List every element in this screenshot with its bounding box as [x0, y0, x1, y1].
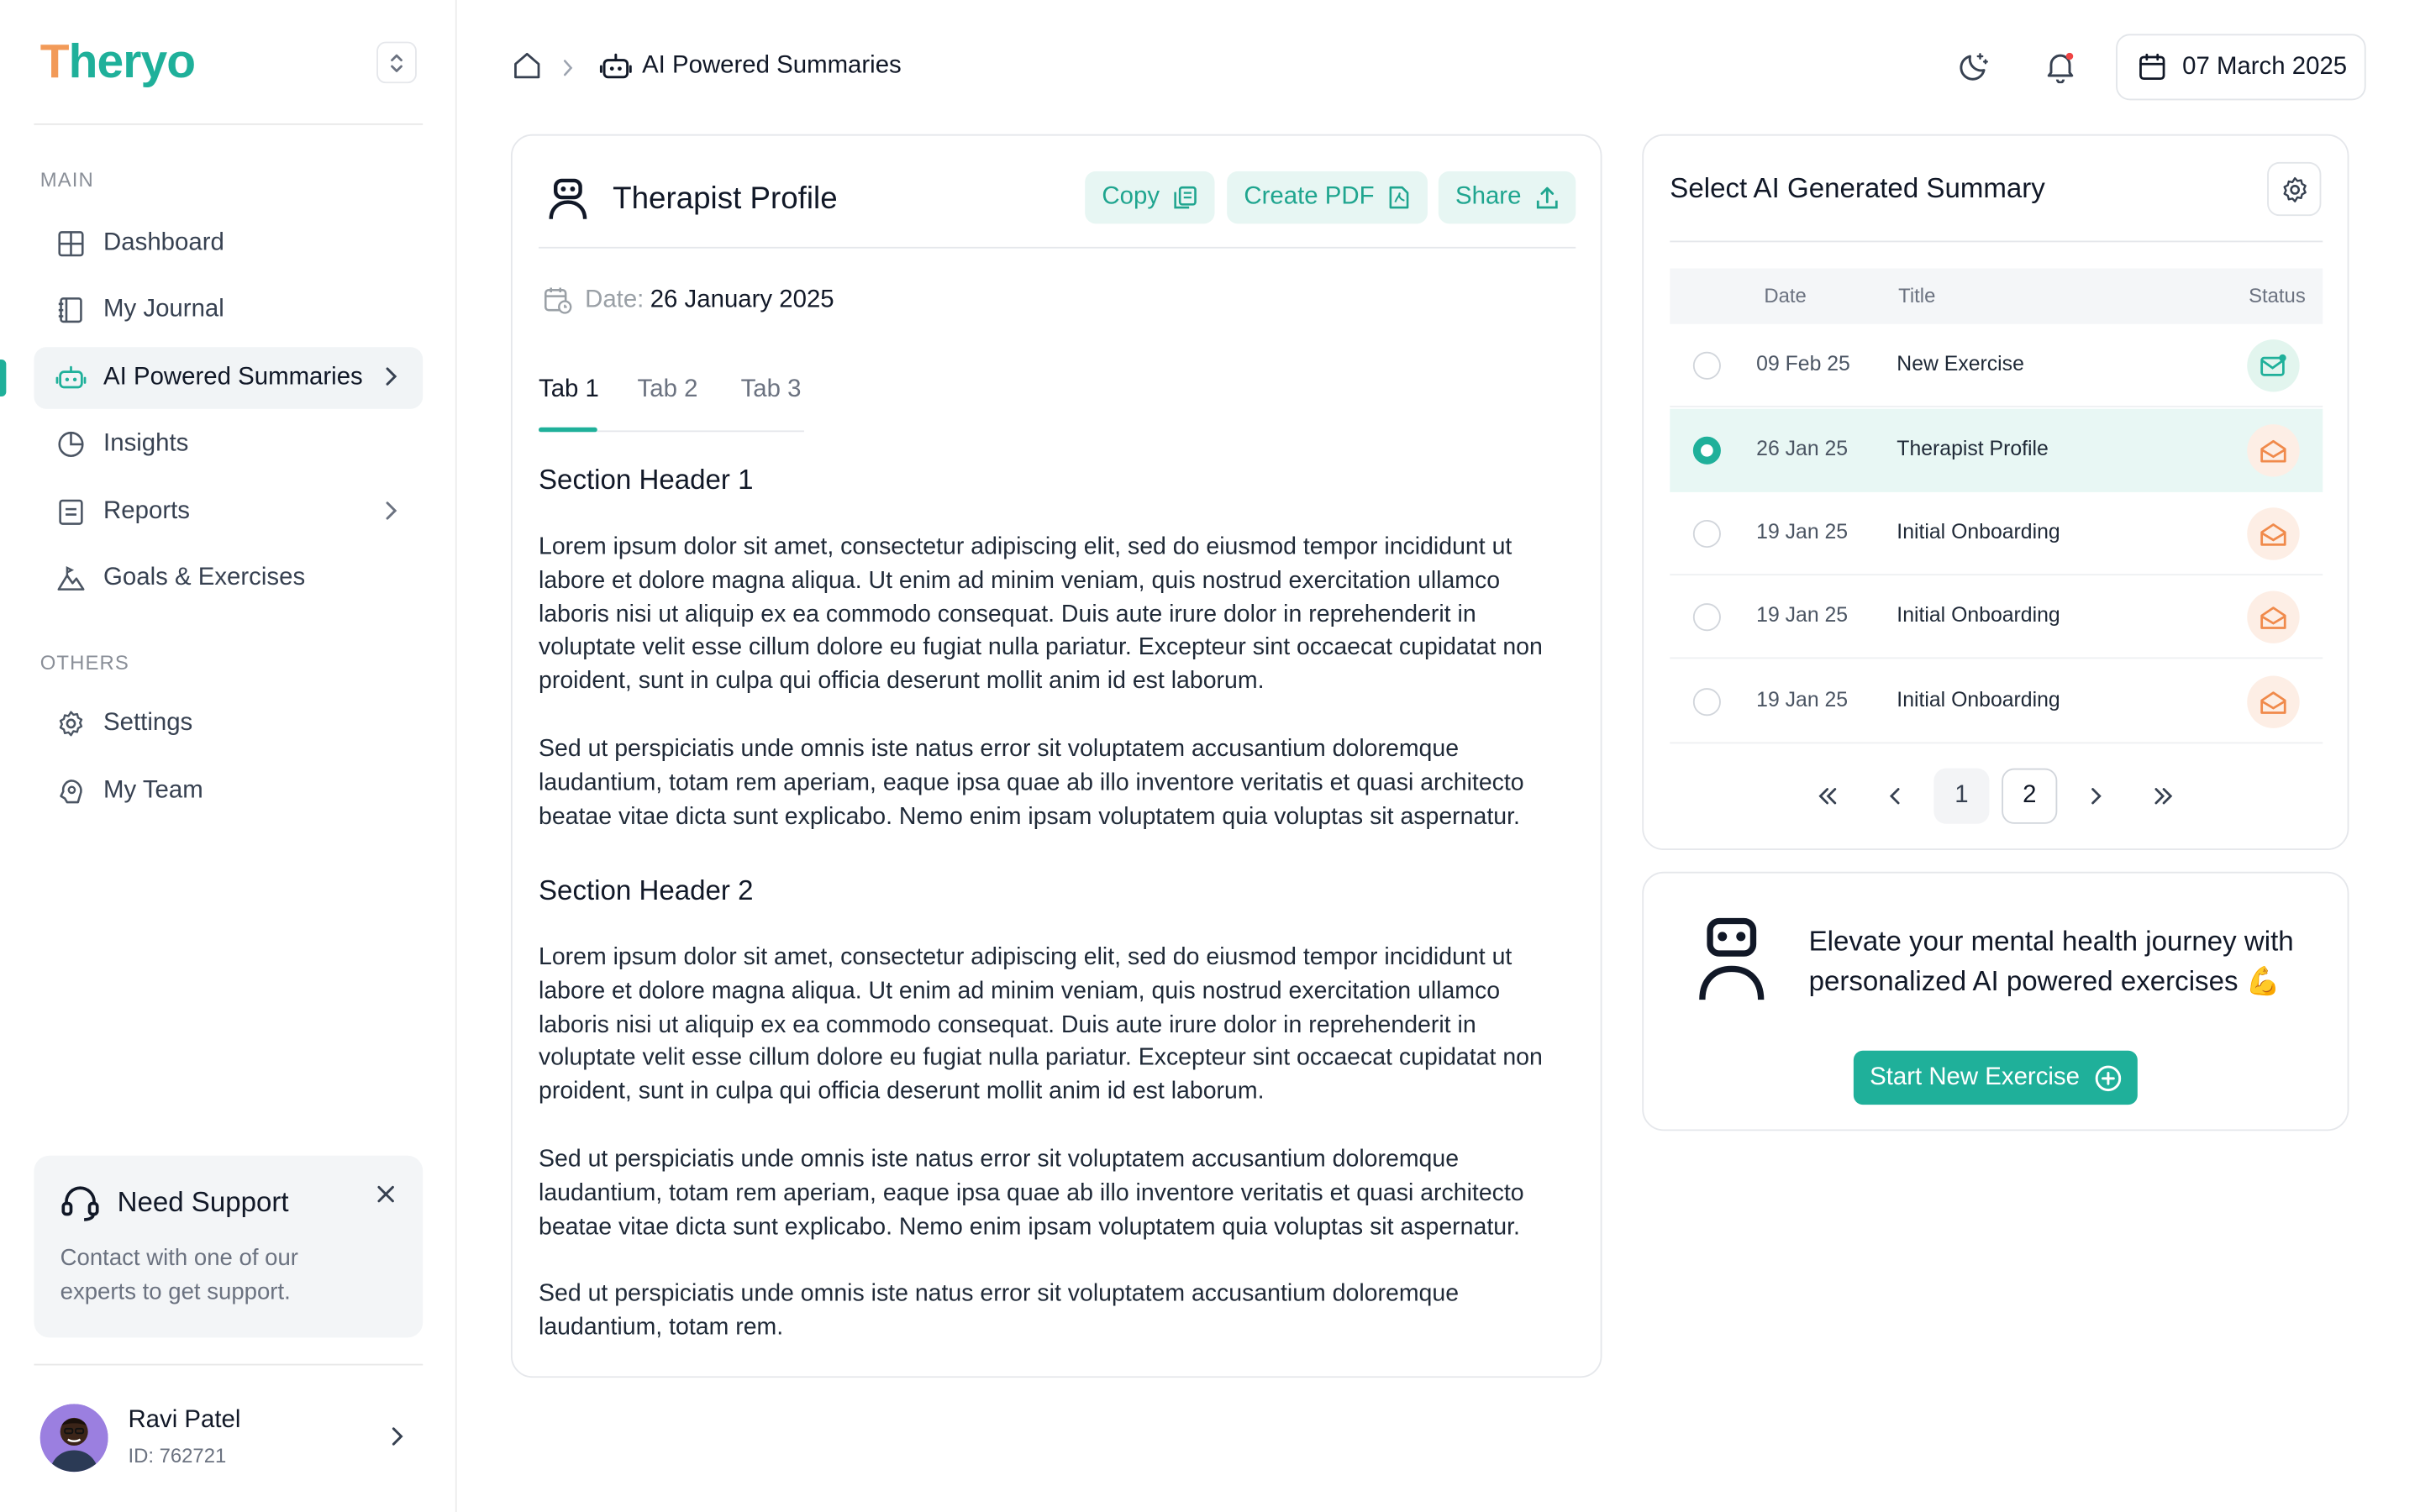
page-title: Therapist Profile — [613, 181, 838, 217]
paragraph: Sed ut perspiciatis unde omnis iste natus error sit voluptatem accusantium doloremque laudantium, totam rem aperiam, eaque ipsa quae ab illo inventore veritatis et quasi architecto beatae vitae dicta sunt explicabo. Nemo enim ipsam voluptatem quia voluptas sit aspernatur. — [539, 1146, 1524, 1240]
first-page-icon[interactable] — [1800, 769, 1855, 824]
dark-mode-toggle-icon[interactable] — [1957, 50, 1991, 92]
start-new-exercise-label: Start New Exercise — [1870, 1063, 2080, 1090]
robot-icon — [55, 363, 87, 394]
sidebar-item-label: Dashboard — [103, 229, 224, 256]
calendar-icon — [2138, 52, 2167, 81]
mountain-icon — [55, 563, 87, 594]
summary-detail-card — [511, 134, 1602, 1378]
robot-avatar-icon — [1697, 916, 1767, 1011]
active-indicator — [0, 360, 6, 396]
close-icon[interactable] — [376, 1184, 395, 1211]
row-title: New Exercise — [1897, 351, 2024, 375]
sidebar-divider — [34, 1364, 423, 1366]
date-label: Date: — [585, 286, 644, 312]
sidebar-item-label: AI Powered Summaries — [103, 364, 363, 391]
avatar — [40, 1404, 108, 1472]
row-title: Initial Onboarding — [1897, 688, 2060, 711]
current-date: 07 March 2025 — [2182, 53, 2348, 80]
chevron-right-icon — [389, 1425, 404, 1455]
row-radio[interactable] — [1693, 520, 1721, 548]
copy-icon — [1174, 185, 1198, 209]
sidebar-item-my-journal[interactable] — [34, 279, 423, 340]
row-date: 19 Jan 25 — [1756, 688, 1849, 711]
sidebar-item-label: My Journal — [103, 296, 224, 323]
tab-bar — [539, 360, 804, 432]
tab-3[interactable]: Tab 3 — [740, 376, 802, 403]
breadcrumb-current: AI Powered Summaries — [642, 52, 902, 79]
row-date: 19 Jan 25 — [1756, 519, 1849, 543]
row-radio[interactable] — [1693, 352, 1721, 380]
page-2-button[interactable]: 2 — [2002, 769, 2057, 824]
journal-icon — [55, 295, 87, 326]
upload-icon — [1535, 185, 1559, 209]
sidebar-item-goals[interactable] — [34, 548, 423, 609]
support-title: Need Support — [117, 1186, 289, 1218]
date-picker-button[interactable] — [2116, 34, 2366, 100]
robot-icon — [599, 51, 633, 90]
sidebar-item-label: Insights — [103, 430, 189, 457]
paragraph: Sed ut perspiciatis unde omnis iste natus error sit voluptatem accusantium doloremque laudantium, totam rem. — [539, 1280, 1460, 1341]
list-settings-button[interactable] — [2267, 162, 2321, 216]
user-name: Ravi Patel — [128, 1407, 241, 1434]
sidebar-divider — [34, 123, 423, 125]
row-title: Therapist Profile — [1897, 436, 2049, 460]
sidebar-item-label: Reports — [103, 498, 190, 525]
bell-icon[interactable] — [2044, 50, 2077, 92]
mail-open-icon — [2247, 591, 2299, 643]
share-button-label: Share — [1455, 183, 1522, 210]
summary-date — [544, 286, 834, 315]
section-label-others: OTHERS — [39, 651, 129, 675]
pagination — [1644, 769, 2350, 824]
gear-icon — [2281, 175, 2308, 202]
pie-chart-icon — [55, 429, 87, 460]
create-pdf-button[interactable] — [1227, 171, 1428, 223]
column-header-title: Title — [1898, 283, 1936, 307]
card-divider — [539, 247, 1576, 249]
paragraph: Lorem ipsum dolor sit amet, consectetur adipiscing elit, sed do eiusmod tempor incididunt ut labore et dolore magna aliqua. Ut enim ad minim veniam, quis nostrud exercitation ullamco laboris nisi ut aliquip ex ea commodo consequat. Duis aute irure dolor in reprehenderit in voluptate velit esse cillum dolore eu fugiat nulla pariatur. Excepteur sint occaecat cupidatat non proident, sunt in culpa qui officia deserunt mollit anim id est laborum. — [539, 944, 1543, 1105]
share-button[interactable] — [1439, 171, 1576, 223]
page-1-button[interactable]: 1 — [1933, 769, 1989, 824]
sidebar — [0, 0, 457, 1512]
mail-open-icon — [2247, 424, 2299, 476]
logo: Theryo — [39, 34, 196, 88]
exercise-promo-card — [1642, 872, 2349, 1131]
user-profile[interactable] — [40, 1404, 424, 1472]
promo-text: Elevate your mental health journey with personalized AI powered exercises 💪 — [1808, 926, 2294, 997]
table-row-selected[interactable] — [1670, 409, 2323, 492]
row-title: Initial Onboarding — [1897, 603, 2060, 627]
section-header-1: Section Header 1 — [539, 464, 754, 496]
chevron-right-icon — [383, 500, 398, 529]
row-radio[interactable] — [1693, 437, 1721, 465]
active-tab-indicator — [539, 428, 597, 433]
column-header-status: Status — [2249, 283, 2306, 307]
grid-icon — [55, 228, 87, 260]
last-page-icon[interactable] — [2136, 769, 2191, 824]
sidebar-item-my-team[interactable] — [34, 760, 423, 822]
table-header — [1670, 269, 2323, 324]
sidebar-item-label: Settings — [103, 709, 193, 737]
start-new-exercise-button[interactable] — [1854, 1051, 2138, 1105]
headset-icon — [60, 1185, 101, 1230]
row-date: 26 Jan 25 — [1756, 436, 1849, 460]
section-header-2: Section Header 2 — [539, 874, 754, 906]
mail-unread-icon — [2247, 339, 2299, 391]
sidebar-item-label: Goals & Exercises — [103, 564, 306, 591]
card-divider — [1670, 241, 2323, 243]
table-row[interactable] — [1670, 575, 2323, 659]
mail-open-icon — [2247, 675, 2299, 727]
row-date: 09 Feb 25 — [1756, 351, 1850, 375]
support-text: Contact with one of our experts to get support. — [60, 1245, 298, 1305]
column-header-date: Date — [1764, 283, 1807, 307]
plus-circle-icon — [2094, 1063, 2122, 1091]
gear-icon — [55, 708, 87, 739]
row-radio[interactable] — [1693, 603, 1721, 631]
row-title: Initial Onboarding — [1897, 519, 2060, 543]
mail-open-icon — [2247, 507, 2299, 559]
copy-button-label: Copy — [1102, 183, 1160, 210]
sidebar-item-reports[interactable] — [34, 481, 423, 543]
sidebar-item-insights[interactable] — [34, 413, 423, 475]
table-row[interactable] — [1670, 660, 2323, 743]
date-value: 26 January 2025 — [650, 286, 834, 312]
tab-2[interactable]: Tab 2 — [637, 376, 698, 403]
user-id: ID: 762721 — [128, 1444, 227, 1467]
summary-list-title: Select AI Generated Summary — [1670, 172, 2045, 204]
create-pdf-button-label: Create PDF — [1244, 183, 1375, 210]
report-icon — [55, 496, 87, 528]
row-date: 19 Jan 25 — [1756, 603, 1849, 627]
calendar-clock-icon — [544, 286, 573, 315]
sidebar-item-dashboard[interactable] — [34, 213, 423, 274]
paragraph: Sed ut perspiciatis unde omnis iste natus error sit voluptatem accusantium doloremque laudantium, totam rem aperiam, eaque ipsa quae ab illo inventore veritatis et quasi architecto beatae vitae dicta sunt explicabo. Nemo enim ipsam voluptatem quia voluptas sit aspernatur. — [539, 736, 1524, 830]
sidebar-item-settings[interactable] — [34, 693, 423, 754]
table-row[interactable] — [1670, 492, 2323, 575]
robot-avatar-icon — [546, 176, 589, 229]
sidebar-item-label: My Team — [103, 777, 203, 804]
prev-page-icon[interactable] — [1867, 769, 1923, 824]
tab-1[interactable]: Tab 1 — [539, 376, 599, 403]
chevron-up-down-icon — [387, 50, 406, 75]
table-row[interactable] — [1670, 324, 2323, 407]
next-page-icon[interactable] — [2068, 769, 2123, 824]
section-label-main: MAIN — [39, 168, 94, 192]
support-card — [34, 1156, 423, 1338]
sidebar-item-ai-summaries[interactable] — [34, 347, 423, 408]
paragraph: Lorem ipsum dolor sit amet, consectetur adipiscing elit, sed do eiusmod tempor incididunt ut labore et dolore magna aliqua. Ut enim ad minim veniam, quis nostrud exercitation ullamco laboris nisi ut aliquip ex ea commodo consequat. Duis aute irure dolor in reprehenderit in voluptate velit esse cillum dolore eu fugiat nulla pariatur. Excepteur sint occaecat cupidatat non proident, sunt in culpa qui officia deserunt mollit anim id est laborum. — [539, 533, 1543, 695]
sidebar-collapse-button[interactable] — [376, 42, 417, 84]
pdf-file-icon — [1388, 185, 1412, 209]
row-radio[interactable] — [1693, 688, 1721, 716]
chevron-right-icon — [562, 57, 575, 85]
home-icon[interactable] — [513, 51, 542, 88]
chevron-right-icon — [383, 365, 398, 395]
copy-button[interactable] — [1085, 171, 1215, 223]
team-icon — [55, 776, 87, 807]
summary-list-card — [1642, 134, 2349, 850]
